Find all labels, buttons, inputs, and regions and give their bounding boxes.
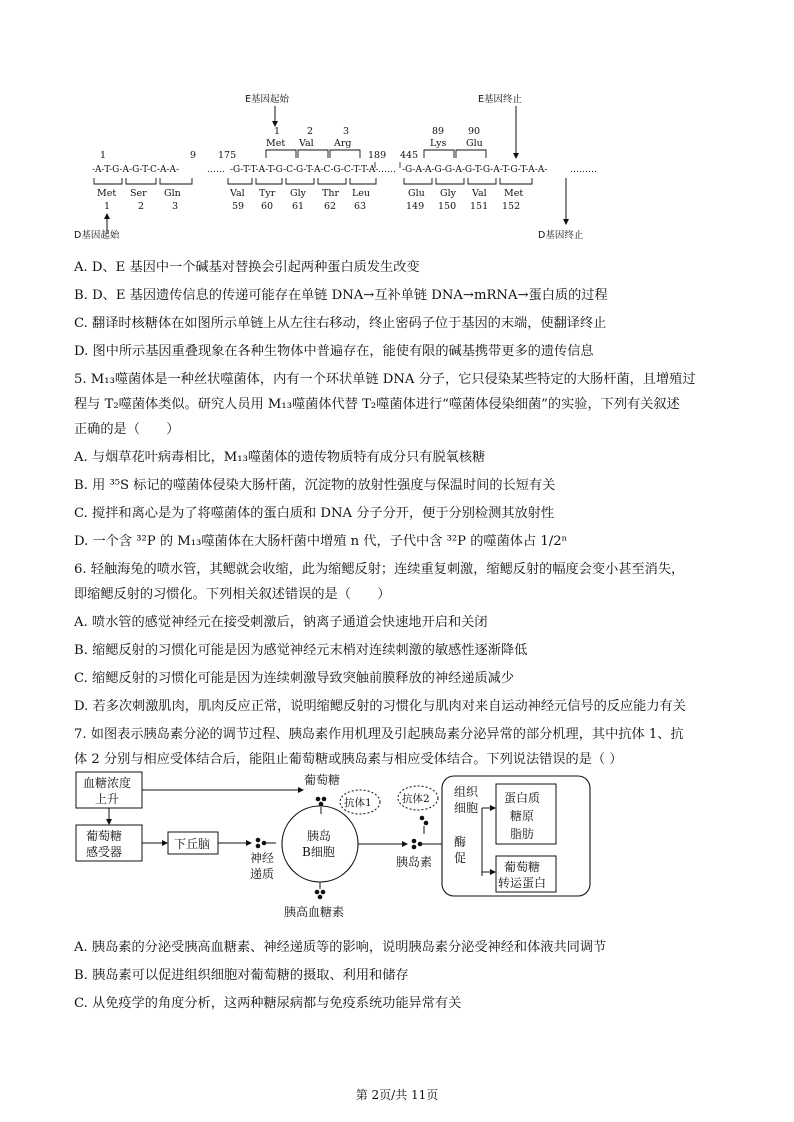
d-aa-glu: Glu [408,188,425,199]
e-gene-start-label: E基因起始 [245,94,290,105]
d-num-152: 152 [502,201,521,212]
d-aa-val: Val [230,188,245,199]
e-aa-lys: Lys [430,138,447,149]
d-num-61: 61 [292,201,305,212]
q5-stem-1: 5. M₁₃噬菌体是一种丝状噬菌体，内有一个环状单链 DNA 分子，它只侵染某些特定的大肠杆菌，且增殖过 [74,372,696,387]
transporter-text-1: 葡萄糖 [504,860,541,874]
receptor-text-1: 葡萄糖 [86,829,123,843]
blood-sugar-text-2: 上升 [95,792,120,806]
antibody-2-label: 抗体2 [402,793,430,805]
q7-stem-1: 7. 如图表示胰岛素分泌的调节过程、胰岛素作用机理及引起胰岛素分泌异常的部分机理，其中抗体 1、抗 [74,727,684,742]
q7-option-b: B. 胰岛素可以促进组织细胞对葡萄糖的摄取、利用和储存 [74,968,409,983]
q7-option-c: C. 从免疫学的角度分析，这两种糖尿病都与免疫系统功能异常有关 [74,996,462,1011]
products-text-2: 糖原 [510,809,535,823]
q5-option-d: D. 一个含 ³²P 的 M₁₃噬菌体在大肠杆菌中增殖 n 代，子代中含 ³²P 的噬菌体占 1/2ⁿ [74,534,568,549]
tissue-text-1: 组织 [454,785,479,799]
q5-option-a: A. 与烟草花叶病毒相比，M₁₃噬菌体的遗传物质特有成分只有脱氧核糖 [74,450,486,465]
overlapping-gene-figure [70,92,630,242]
pos-189: 189 [368,150,387,161]
products-text-3: 脂肪 [510,827,535,841]
tissue-text-2: 细胞 [454,801,479,815]
d-gene-start-label: D基因起始 [74,230,120,241]
d-num-1: 1 [104,201,111,212]
q7-stem-2: 体 2 分别与相应受体结合后，能阻止葡萄糖或胰岛素与相应受体结合。下列说法错误的是（ ） [74,752,623,767]
d-aa-thr: Thr [322,188,339,199]
seq-segment-3: -G-A-A-G-G-A-G-T-G-A-T-G-T-A-A- [402,165,548,175]
neurotransmitter-text-1: 神经 [250,851,275,865]
d-num-149: 149 [406,201,425,212]
glucagon-label: 胰高血糖素 [284,905,345,919]
page-footer: 第 2页/共 11页 [355,1088,439,1102]
transporter-text-2: 转运蛋白 [498,876,547,890]
d-aa-leu: Leu [352,188,371,199]
d-num-62: 62 [324,201,337,212]
q4-option-d: D. 图中所示基因重叠现象在各种生物体中普遍存在，能使有限的碱基携带更多的遗传信息 [74,344,594,359]
d-aa-gly-2: Gly [440,188,456,199]
svg-text:……: …… [207,165,225,175]
d-aa-gln: Gln [164,188,181,199]
e-num-2: 2 [307,126,314,137]
d-aa-met-2: Met [504,188,524,199]
e-num-1: 1 [274,126,281,137]
pos-175: 175 [218,150,237,161]
d-aa-met: Met [97,188,117,199]
insulin-regulation-diagram [70,768,630,928]
enzyme-text-1: 酶 [454,835,467,849]
d-num-2: 2 [138,201,145,212]
q6-option-b: B. 缩鳃反射的习惯化可能是因为感觉神经元末梢对连续刺激的敏感性逐渐降低 [74,643,528,658]
insulin-label: 胰岛素 [396,855,433,869]
svg-text:……: …… [378,165,396,175]
seq-segment-2: -G-T-T-A-T-G-C-G-T-A-C-G-C-T-T-A- [230,165,379,175]
blood-sugar-text-1: 血糖浓度 [83,776,132,790]
q6-option-a: A. 喷水管的感觉神经元在接受刺激后，钠离子通道会快速地开启和关闭 [74,615,488,630]
q6-option-c: C. 缩鳃反射的习惯化可能是因为连续刺激导致突触前膜释放的神经递质减少 [74,671,515,686]
q7-option-a: A. 胰岛素的分泌受胰高血糖素、神经递质等的影响，说明胰岛素分泌受神经和体液共同调节 [74,940,607,955]
pos-445: 445 [400,150,419,161]
pos-9: 9 [190,150,197,161]
islet-text-1: 胰岛 [307,829,332,843]
seq-segment-1: -A-T-G-A-G-T-C-A-A- [92,165,180,175]
q5-stem-2: 程与 T₂噬菌体类似。研究人员用 M₁₃噬菌体代替 T₂噬菌体进行“噬菌体侵染细菌”的实验，下列有关叙述 [74,397,680,412]
d-aa-tyr: Tyr [259,188,276,199]
d-num-59: 59 [232,201,245,212]
e-aa-met: Met [266,138,286,149]
d-aa-gly: Gly [290,188,306,199]
d-gene-end-label: D基因终止 [538,230,584,241]
d-aa-val-2: Val [472,188,487,199]
d-num-3: 3 [172,201,179,212]
neurotransmitter-text-2: 递质 [250,867,275,881]
q6-stem-1: 6. 轻触海兔的喷水管，其鳃就会收缩，此为缩鳃反射；连续重复刺激，缩鳃反射的幅度会变小甚至消失， [74,562,685,577]
q4-option-c: C. 翻译时核糖体在如图所示单链上从左往右移动，终止密码子位于基因的末端，使翻译终止 [74,316,607,331]
products-text-1: 蛋白质 [504,791,541,805]
e-aa-arg: Arg [334,138,352,149]
e-aa-val: Val [299,138,314,149]
q6-option-d: D. 若多次刺激肌肉，肌肉反应正常，说明缩鳃反射的习惯化与肌肉对来自运动神经元信号的反应能力有关 [74,699,686,714]
glucose-label: 葡萄糖 [304,773,341,787]
e-num-89: 89 [432,126,445,137]
receptor-text-2: 感受器 [86,845,123,859]
islet-b-cell [282,806,358,882]
d-num-63: 63 [354,201,367,212]
q5-option-c: C. 搅拌和离心是为了将噬菌体的蛋白质和 DNA 分子分开，便于分别检测其放射性 [74,506,555,521]
e-aa-glu: Glu [466,138,483,149]
enzyme-text-2: 促 [454,851,467,865]
islet-text-2: B细胞 [302,845,335,859]
q4-option-b: B. D、E 基因遗传信息的传递可能存在单链 DNA→互补单链 DNA→mRNA→蛋白质的过程 [74,288,608,303]
q5-option-b: B. 用 ³⁵S 标记的噬菌体侵染大肠杆菌，沉淀物的放射性强度与保温时间的长短有关 [74,478,556,493]
q6-stem-2: 即缩鳃反射的习惯化。下列相关叙述错误的是（ ） [74,587,391,602]
e-num-90: 90 [468,126,481,137]
e-num-3: 3 [343,126,350,137]
pos-1: 1 [100,150,107,161]
antibody-1-label: 抗体1 [344,797,372,809]
svg-text:………: ……… [570,165,597,175]
q4-option-a: A. D、E 基因中一个碱基对替换会引起两种蛋白质发生改变 [74,260,420,275]
hypothalamus-text: 下丘脑 [174,837,211,851]
d-num-60: 60 [261,201,274,212]
d-num-151: 151 [470,201,489,212]
d-aa-ser: Ser [130,188,147,199]
q5-stem-3: 正确的是（ ） [74,422,180,437]
e-gene-end-label: E基因终止 [478,94,523,105]
d-num-150: 150 [438,201,457,212]
